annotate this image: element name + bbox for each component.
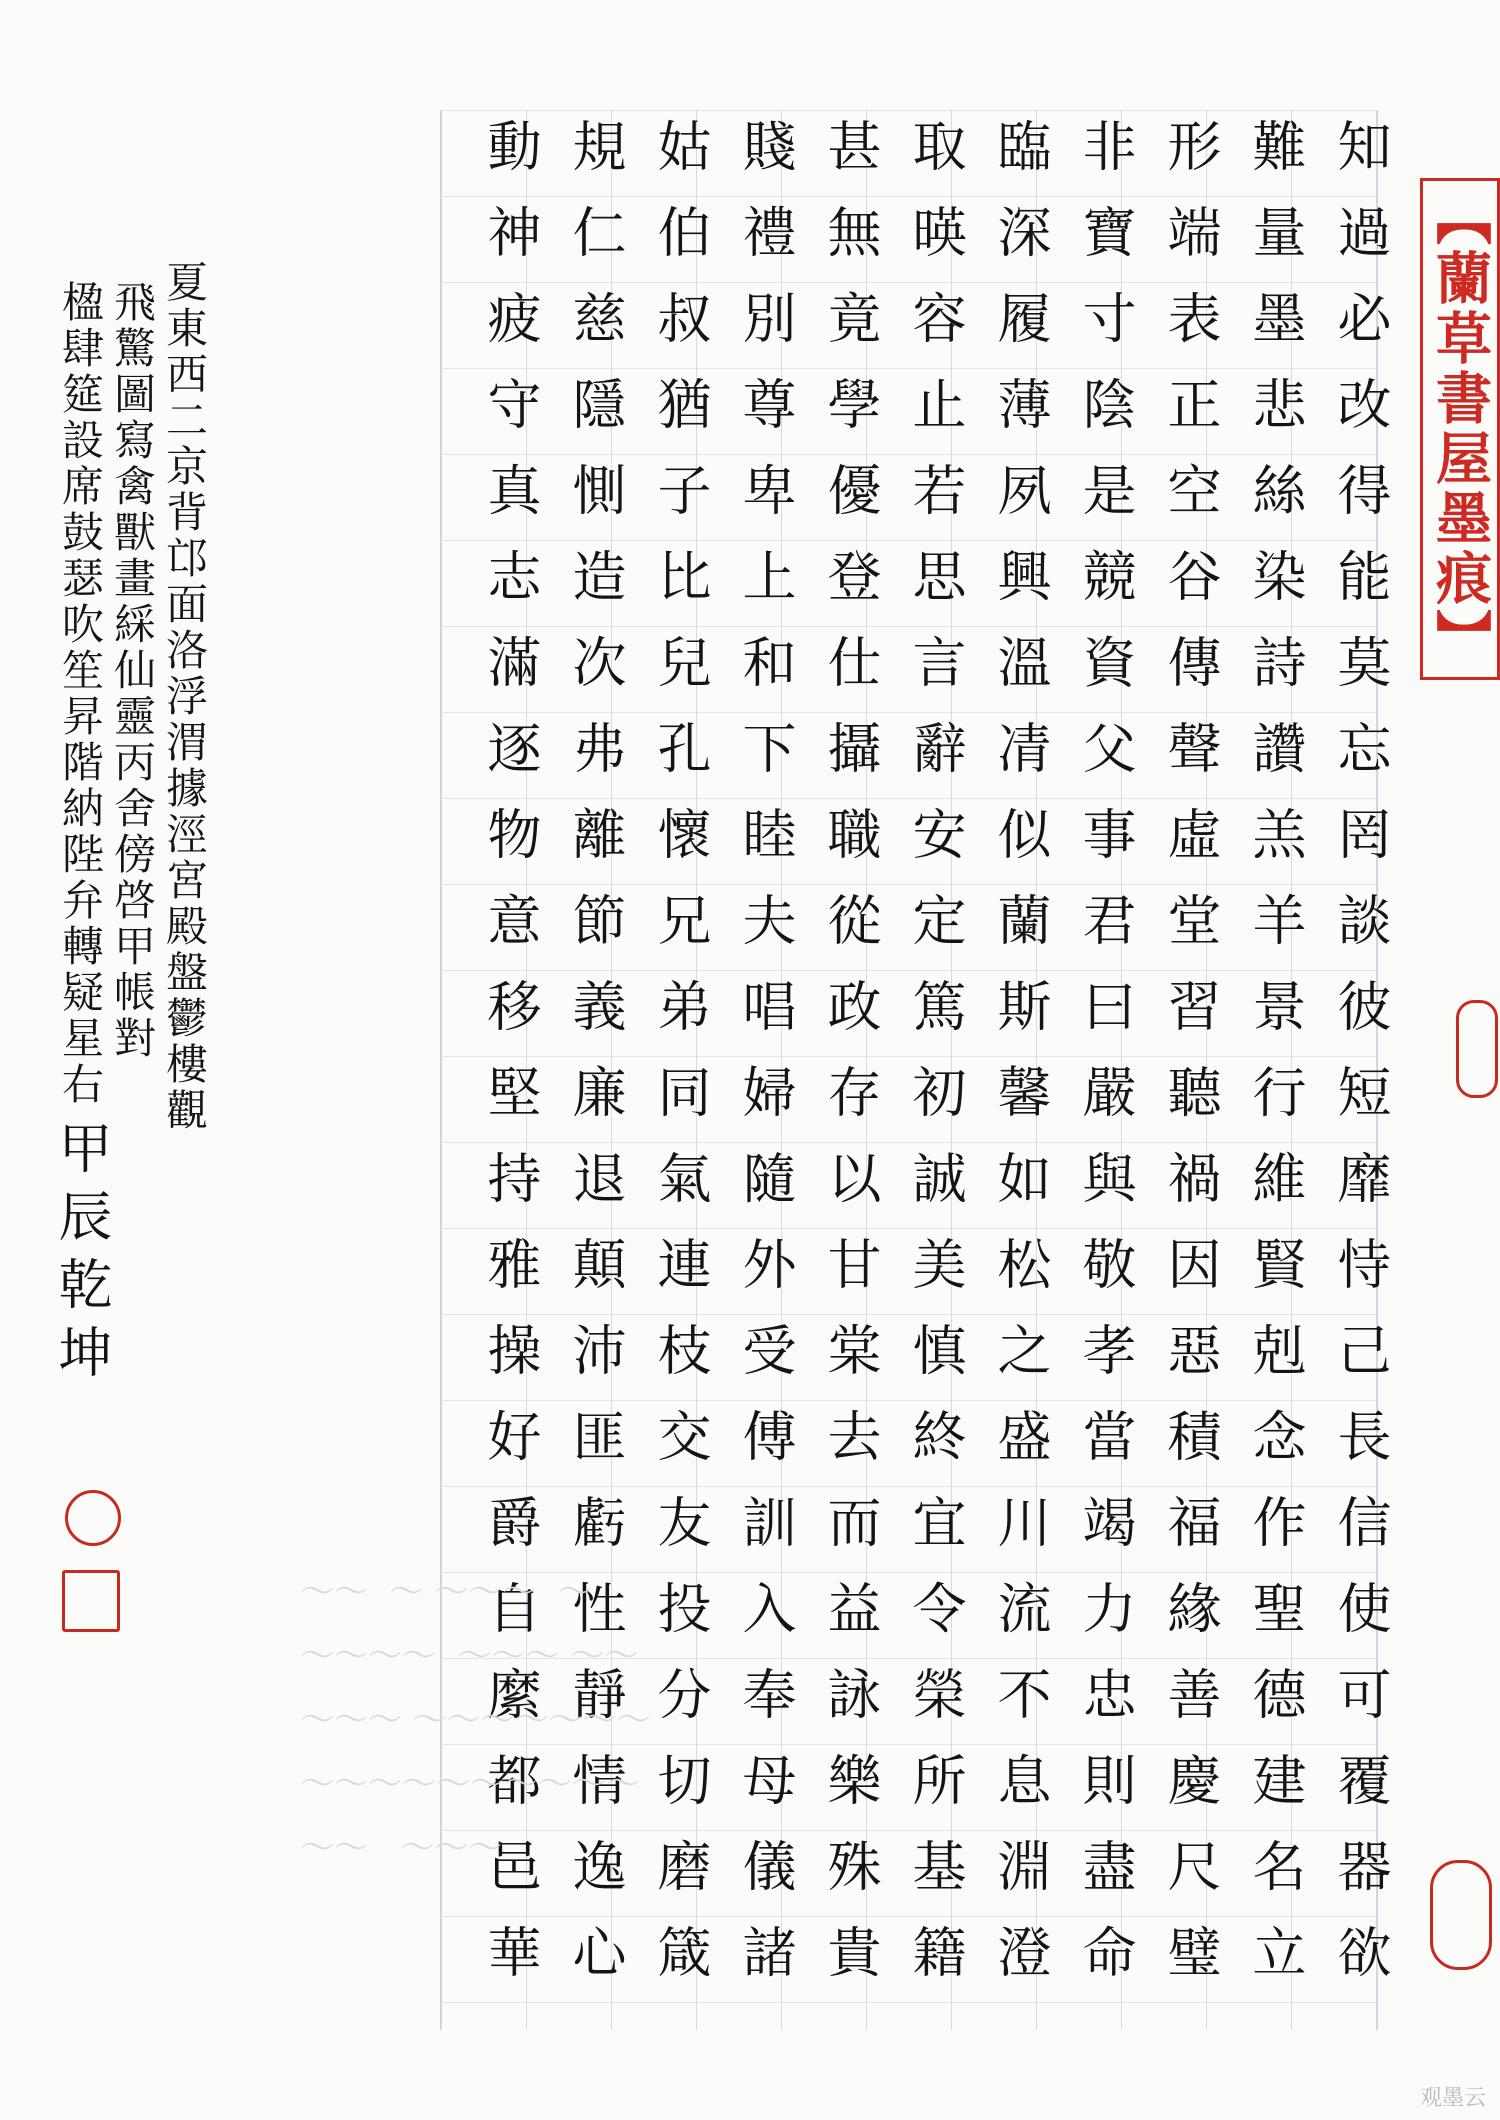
calligraphy-column: 動神疲守真志滿逐物意移堅持雅操好爵自縻都邑華 bbox=[479, 118, 542, 2010]
calligraphy-column: 知過必改得能莫忘罔談彼短靡恃己長信使可覆器欲 bbox=[1329, 118, 1392, 2010]
calligraphy-column: 規仁慈隱惻造次弗離節義廉退顛沛匪虧性靜情逸心 bbox=[564, 118, 627, 2010]
side-inscription-column: 夏東西二京背邙面洛浮渭據涇宮殿盤鬱樓觀 bbox=[160, 260, 209, 1134]
calligraphy-column: 形端表正空谷傳聲虛堂習聽禍因惡積福緣善慶尺璧 bbox=[1159, 118, 1222, 2010]
round-seal-stamp bbox=[65, 1490, 121, 1546]
bottom-seal-stamp bbox=[1430, 1860, 1492, 1970]
calligraphy-column: 取暎容止若思言辭安定篤初誠美慎終宜令榮所基籍 bbox=[904, 118, 967, 2010]
side-inscription-column: 飛驚圖寫禽獸畫綵仙靈丙舍傍啓甲帳對 bbox=[108, 280, 157, 1062]
mid-seal-stamp bbox=[1456, 1000, 1498, 1098]
calligraphy-column: 臨深履薄夙興溫凊似蘭斯馨如松之盛川流不息淵澄 bbox=[989, 118, 1052, 2010]
calligraphy-column: 非寶寸陰是競資父事君曰嚴與敬孝當竭力忠則盡命 bbox=[1074, 118, 1137, 2010]
site-watermark: 观墨云 bbox=[1419, 2086, 1486, 2111]
side-inscription-column: 楹肆筵設席鼓瑟吹笙昇階納陛弁轉疑星右 bbox=[56, 280, 105, 1108]
calligraphy-column: 甚無竟學優登仕攝職從政存以甘棠去而益詠樂殊貴 bbox=[819, 118, 882, 2010]
title-label: 【蘭草書屋墨痕】 bbox=[1420, 178, 1500, 680]
faint-bleed-through-marks: 〜〜 〜 〜〜〜 〜 〜〜〜〜 〜〜〜 〜〜 〜〜〜 〜〜〜〜〜〜〜 〜〜〜〜〜〜〜〜〜〜 〜〜 〜〜〜 bbox=[300, 1572, 651, 1868]
calligraphy-column: 賤禮別尊卑上和下睦夫唱婦隨外受傅訓入奉母儀諸 bbox=[734, 118, 797, 2010]
square-seal-stamp bbox=[62, 1570, 120, 1632]
signature: 甲辰乾坤 bbox=[50, 1120, 113, 1392]
calligraphy-column: 姑伯叔猶子比兒孔懷兄弟同氣連枝交友投分切磨箴 bbox=[649, 118, 712, 2010]
calligraphy-column: 難量墨悲絲染詩讚羔羊景行維賢剋念作聖德建名立 bbox=[1244, 118, 1307, 2010]
